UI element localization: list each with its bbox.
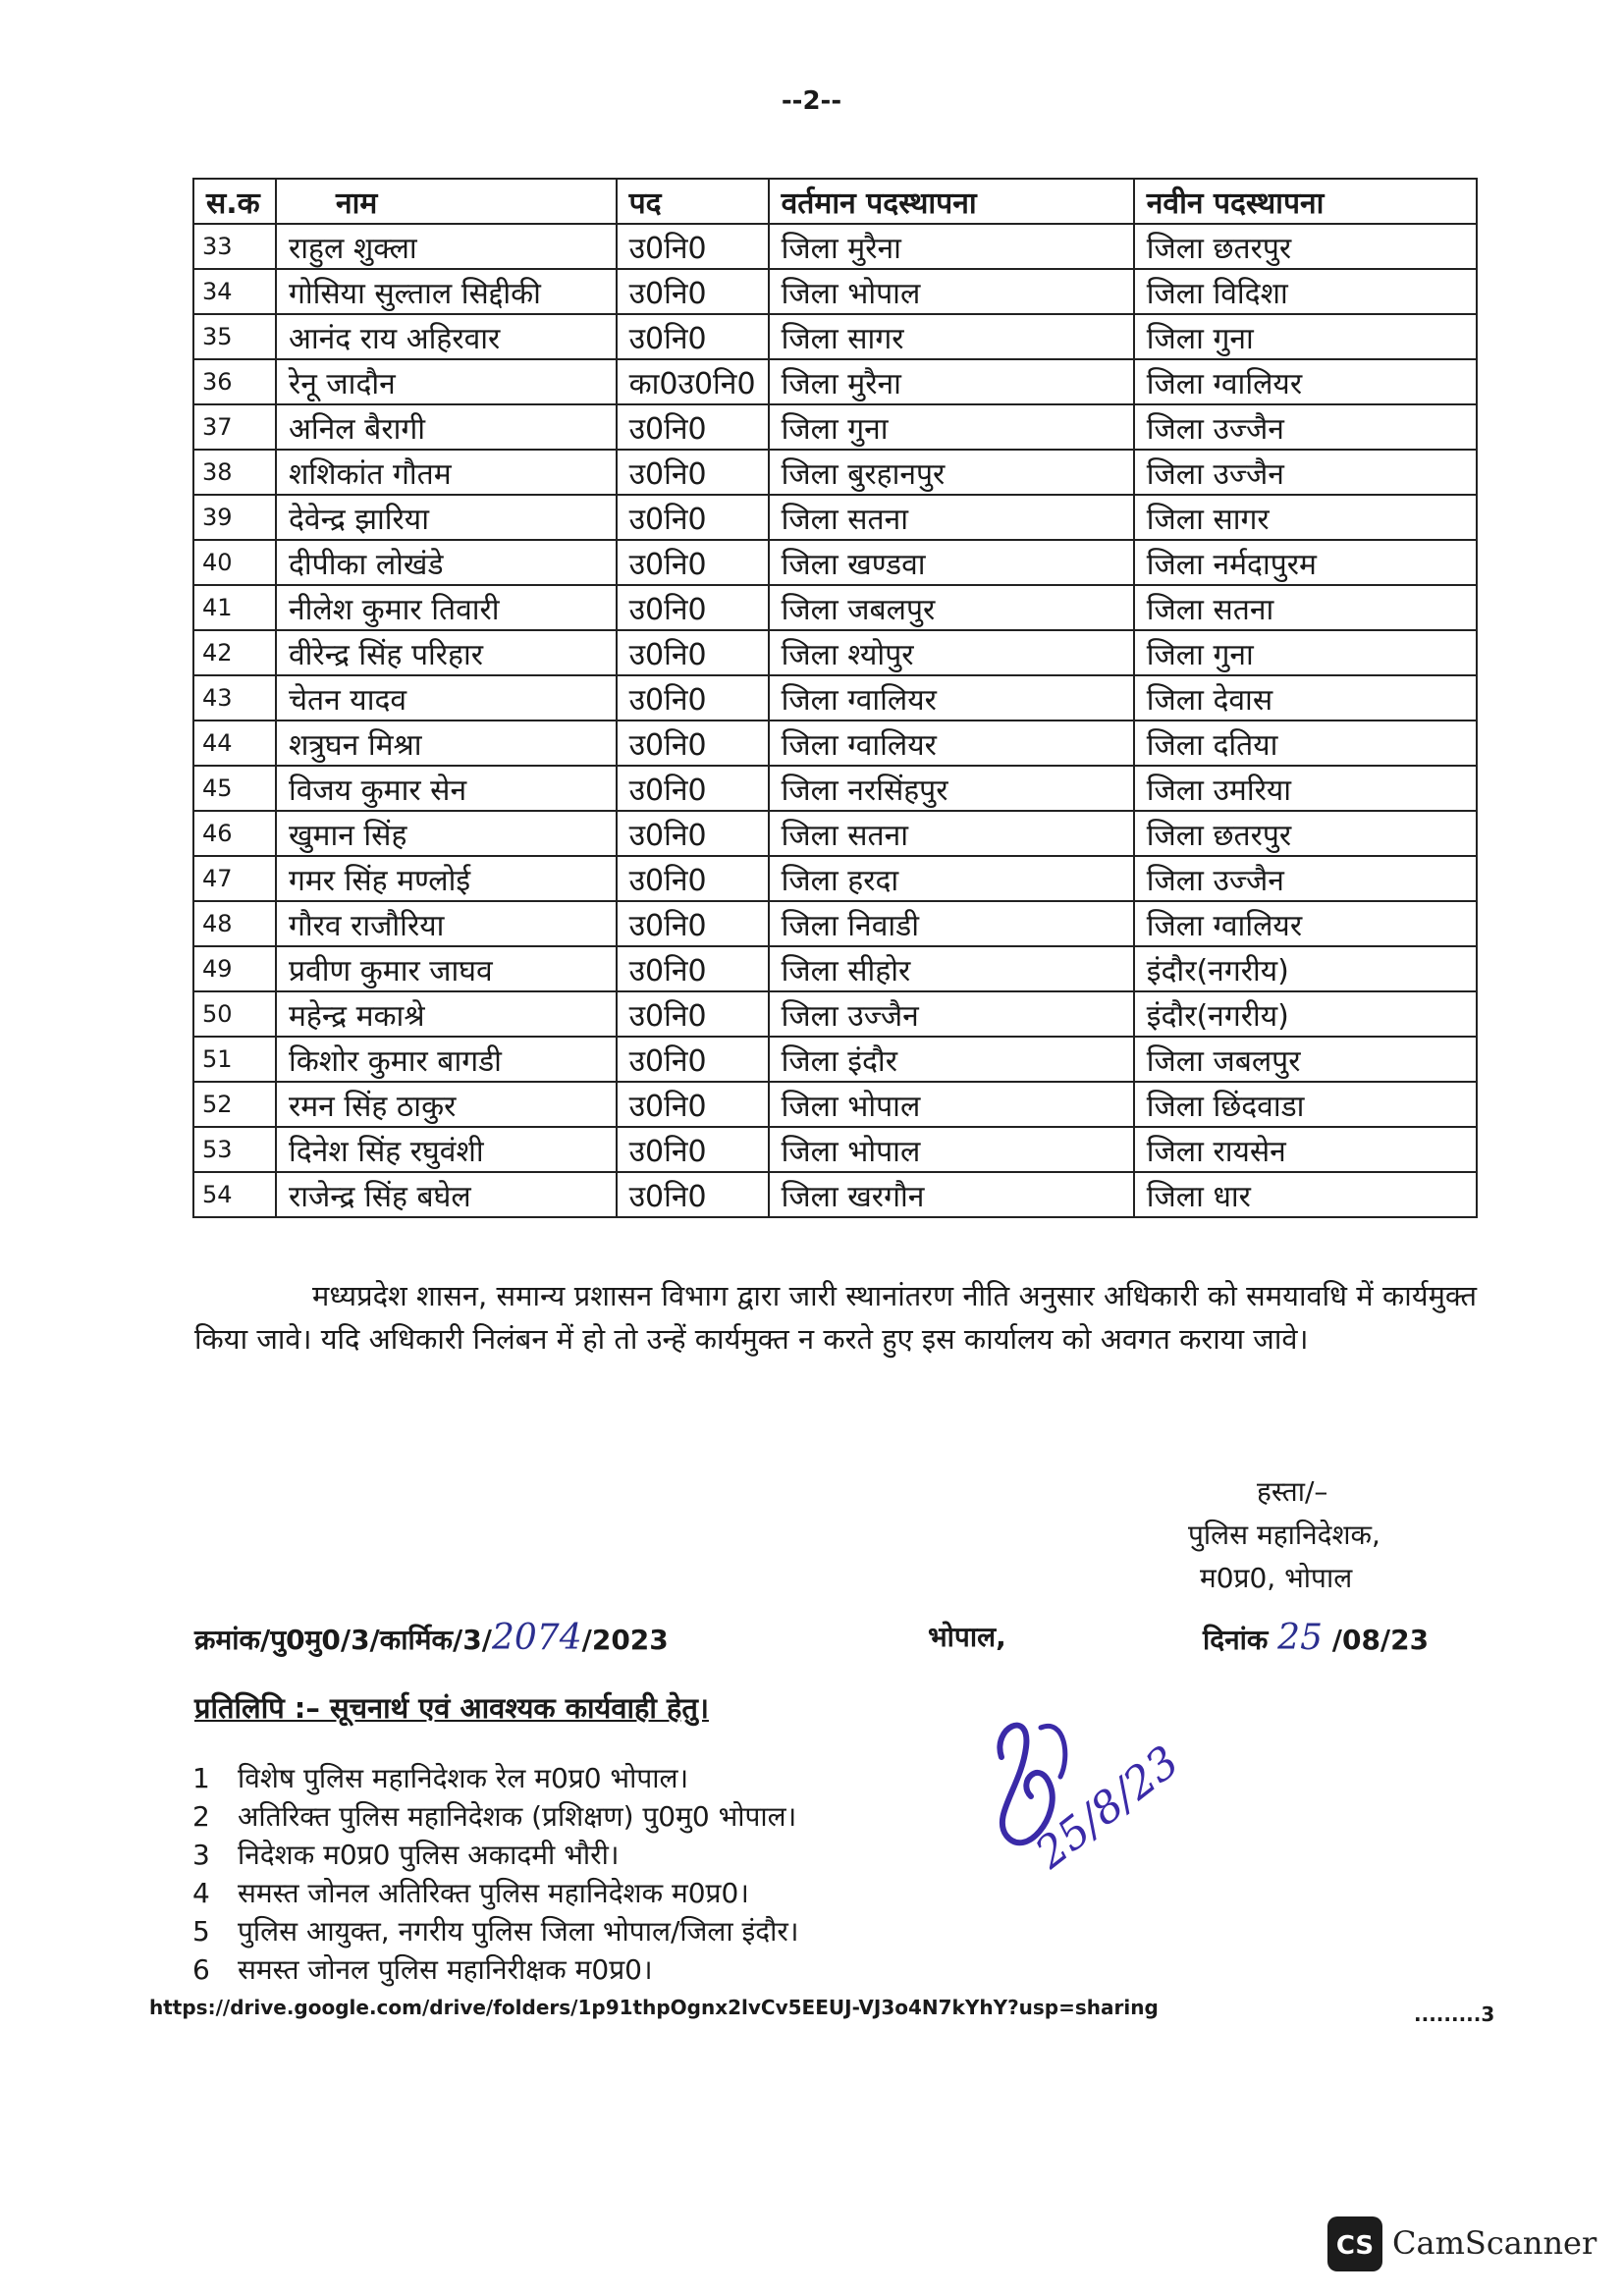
table-row	[193, 1172, 1477, 1217]
cell-post: उ0नि0	[617, 901, 769, 946]
reference-prefix: क्रमांक/पु0मु0/3/कार्मिक/3/	[194, 1624, 492, 1656]
cell-name: गौरव राजौरिया	[276, 901, 617, 946]
cell-post: उ0नि0	[617, 495, 769, 540]
cell-serial: 33	[193, 224, 276, 269]
cell-new-posting: जिला छतरपुर	[1134, 224, 1477, 269]
cell-current-posting: जिला निवाडी	[769, 901, 1134, 946]
table-row	[193, 450, 1477, 495]
date-day-handwritten: 25	[1277, 1618, 1323, 1658]
reference-city: भोपाल,	[928, 1621, 1006, 1653]
cell-post: उ0नि0	[617, 1172, 769, 1217]
cell-current-posting: जिला सागर	[769, 314, 1134, 359]
cell-post: उ0नि0	[617, 675, 769, 721]
cell-new-posting: जिला गुना	[1134, 314, 1477, 359]
cell-current-posting: जिला जबलपुर	[769, 585, 1134, 630]
cell-name: गोसिया सुल्ताल सिद्दीकी	[276, 269, 617, 314]
page-marker: --2--	[781, 86, 842, 116]
cell-post: उ0नि0	[617, 1082, 769, 1127]
cell-current-posting: जिला सतना	[769, 495, 1134, 540]
cell-serial: 46	[193, 811, 276, 856]
cell-current-posting: जिला मुरैना	[769, 359, 1134, 404]
cell-serial: 38	[193, 450, 276, 495]
cell-serial: 39	[193, 495, 276, 540]
camscanner-brand: CamScanner	[1392, 2224, 1597, 2262]
cell-serial: 51	[193, 1037, 276, 1082]
cell-new-posting: जिला छिंदवाडा	[1134, 1082, 1477, 1127]
cell-new-posting: जिला ग्वालियर	[1134, 359, 1477, 404]
cell-post: उ0नि0	[617, 404, 769, 450]
cell-serial: 36	[193, 359, 276, 404]
cell-serial: 34	[193, 269, 276, 314]
cell-new-posting: जिला ग्वालियर	[1134, 901, 1477, 946]
cell-current-posting: जिला श्योपुर	[769, 630, 1134, 675]
camscanner-logo-icon	[1325, 2215, 1384, 2273]
cell-current-posting: जिला ग्वालियर	[769, 721, 1134, 766]
cell-current-posting: जिला इंदौर	[769, 1037, 1134, 1082]
cell-new-posting: जिला उज्जैन	[1134, 404, 1477, 450]
cell-serial: 49	[193, 946, 276, 991]
cell-post: उ0नि0	[617, 540, 769, 585]
cell-serial: 50	[193, 991, 276, 1037]
cell-serial: 43	[193, 675, 276, 721]
table-row	[193, 856, 1477, 901]
table-row	[193, 585, 1477, 630]
cell-current-posting: जिला उज्जैन	[769, 991, 1134, 1037]
cell-current-posting: जिला सीहोर	[769, 946, 1134, 991]
signature-designation: पुलिस महानिदेशक,	[1188, 1519, 1380, 1551]
cell-serial: 54	[193, 1172, 276, 1217]
cell-name: दिनेश सिंह रघुवंशी	[276, 1127, 617, 1172]
copy-item-number: 4	[192, 1877, 210, 1909]
cell-new-posting: जिला जबलपुर	[1134, 1037, 1477, 1082]
cell-new-posting: जिला नर्मदापुरम	[1134, 540, 1477, 585]
cell-serial: 35	[193, 314, 276, 359]
table-row	[193, 630, 1477, 675]
cell-name: प्रवीण कुमार जाघव	[276, 946, 617, 991]
table-row	[193, 946, 1477, 991]
cell-current-posting: जिला बुरहानपुर	[769, 450, 1134, 495]
cell-name: गमर सिंह मण्लोई	[276, 856, 617, 901]
cell-post: का0उ0नि0	[617, 359, 769, 404]
cell-new-posting: जिला दतिया	[1134, 721, 1477, 766]
table-row	[193, 1082, 1477, 1127]
cell-new-posting: जिला धार	[1134, 1172, 1477, 1217]
handwritten-initials-stamp	[972, 1688, 1227, 1895]
cell-serial: 41	[193, 585, 276, 630]
transfer-table	[192, 178, 1478, 1218]
cell-current-posting: जिला भोपाल	[769, 269, 1134, 314]
cell-name: शशिकांत गौतम	[276, 450, 617, 495]
table-row	[193, 404, 1477, 450]
cell-name: दीपीका लोखंडे	[276, 540, 617, 585]
cell-post: उ0नि0	[617, 1127, 769, 1172]
cell-current-posting: जिला नरसिंहपुर	[769, 766, 1134, 811]
cell-current-posting: जिला गुना	[769, 404, 1134, 450]
date-label: दिनांक	[1203, 1624, 1269, 1656]
cell-name: शत्रुघन मिश्रा	[276, 721, 617, 766]
copy-item-text: समस्त जोनल पुलिस महानिरीक्षक म0प्र0।	[238, 1953, 653, 1986]
table-header-row	[193, 179, 1477, 224]
cell-new-posting: इंदौर(नगरीय)	[1134, 991, 1477, 1037]
next-page-marker: .........3	[1414, 2002, 1495, 2026]
table-row	[193, 1037, 1477, 1082]
table-row	[193, 314, 1477, 359]
header-current-posting: वर्तमान पदस्थापना	[769, 179, 1134, 224]
header-new-posting: नवीन पदस्थापना	[1134, 179, 1477, 224]
copy-item-text: अतिरिक्त पुलिस महानिदेशक (प्रशिक्षण) पु0मु0 भोपाल।	[238, 1800, 797, 1833]
cell-post: उ0नि0	[617, 630, 769, 675]
cell-current-posting: जिला ग्वालियर	[769, 675, 1134, 721]
copy-item	[192, 1874, 798, 1912]
cell-name: देवेन्द्र झारिया	[276, 495, 617, 540]
cell-post: उ0नि0	[617, 1037, 769, 1082]
reference-date	[1203, 1618, 1429, 1658]
cell-current-posting: जिला हरदा	[769, 856, 1134, 901]
reference-handwritten-number: 2074	[491, 1618, 582, 1658]
table-row	[193, 359, 1477, 404]
cell-name: किशोर कुमार बागडी	[276, 1037, 617, 1082]
copy-item	[192, 1797, 798, 1836]
signature-signed: हस्ता/–	[1257, 1475, 1328, 1508]
copy-item	[192, 1836, 798, 1874]
cell-post: उ0नि0	[617, 721, 769, 766]
cell-current-posting: जिला सतना	[769, 811, 1134, 856]
cell-post: उ0नि0	[617, 585, 769, 630]
cell-current-posting: जिला भोपाल	[769, 1127, 1134, 1172]
date-rest: /08/23	[1331, 1624, 1430, 1656]
cell-post: उ0नि0	[617, 946, 769, 991]
cell-new-posting: जिला देवास	[1134, 675, 1477, 721]
table-row	[193, 540, 1477, 585]
header-name: नाम	[276, 179, 617, 224]
cell-serial: 47	[193, 856, 276, 901]
copy-item-number: 6	[192, 1953, 210, 1986]
cell-name: अनिल बैरागी	[276, 404, 617, 450]
cell-new-posting: जिला सतना	[1134, 585, 1477, 630]
table-row	[193, 224, 1477, 269]
cell-post: उ0नि0	[617, 224, 769, 269]
cell-serial: 37	[193, 404, 276, 450]
cell-name: महेन्द्र मकाश्रे	[276, 991, 617, 1037]
cell-name: वीरेन्द्र सिंह परिहार	[276, 630, 617, 675]
cell-post: उ0नि0	[617, 991, 769, 1037]
instruction-paragraph: मध्यप्रदेश शासन, समान्य प्रशासन विभाग द्वारा जारी स्थानांतरण नीति अनुसार अधिकारी को समयावधि में कार्यमुक्त किया जावे। यदि अधिकारी निलंबन में हो तो उन्हें कार्यमुक्त न करते हुए इस कार्यालय को अवगत कराया जावे।	[194, 1279, 1477, 1356]
cell-current-posting: जिला मुरैना	[769, 224, 1134, 269]
table-row	[193, 991, 1477, 1037]
signature-office: म0प्र0, भोपाल	[1200, 1562, 1353, 1594]
cell-current-posting: जिला खण्डवा	[769, 540, 1134, 585]
copy-item-number: 2	[192, 1800, 210, 1833]
table-row	[193, 811, 1477, 856]
copy-item-number: 1	[192, 1762, 210, 1794]
cell-serial: 53	[193, 1127, 276, 1172]
cell-name: राजेन्द्र सिंह बघेल	[276, 1172, 617, 1217]
cell-new-posting: जिला उज्जैन	[1134, 856, 1477, 901]
table-row	[193, 766, 1477, 811]
reference-year: /2023	[581, 1624, 669, 1656]
cell-name: रमन सिंह ठाकुर	[276, 1082, 617, 1127]
cell-new-posting: जिला उज्जैन	[1134, 450, 1477, 495]
cell-new-posting: जिला सागर	[1134, 495, 1477, 540]
copy-item	[192, 1759, 798, 1797]
cell-post: उ0नि0	[617, 450, 769, 495]
cell-new-posting: इंदौर(नगरीय)	[1134, 946, 1477, 991]
copy-item	[192, 1912, 798, 1950]
handwritten-date: 25/8/23	[1026, 1736, 1189, 1879]
table-row	[193, 901, 1477, 946]
cell-new-posting: जिला उमरिया	[1134, 766, 1477, 811]
cell-name: चेतन यादव	[276, 675, 617, 721]
cell-current-posting: जिला खरगौन	[769, 1172, 1134, 1217]
cell-name: नीलेश कुमार तिवारी	[276, 585, 617, 630]
header-serial: स.क	[193, 179, 276, 224]
cell-serial: 48	[193, 901, 276, 946]
drive-link[interactable]: https://drive.google.com/drive/folders/1p91thpOgnx2lvCv5EEUJ-VJ3o4N7kYhY?usp=sharing	[149, 1996, 1159, 2019]
reference-number	[194, 1618, 669, 1658]
copy-item-number: 5	[192, 1915, 210, 1948]
copy-item	[192, 1950, 798, 1989]
camscanner-logo-text: CS	[1335, 2231, 1375, 2261]
cell-name: विजय कुमार सेन	[276, 766, 617, 811]
table-row	[193, 721, 1477, 766]
cell-post: उ0नि0	[617, 269, 769, 314]
cell-name: खुमान सिंह	[276, 811, 617, 856]
cell-name: आनंद राय अहिरवार	[276, 314, 617, 359]
table-row	[193, 675, 1477, 721]
initial-stroke-2	[1041, 1726, 1065, 1777]
cell-new-posting: जिला गुना	[1134, 630, 1477, 675]
cell-new-posting: जिला रायसेन	[1134, 1127, 1477, 1172]
cell-serial: 45	[193, 766, 276, 811]
copy-item-number: 3	[192, 1839, 210, 1871]
cell-current-posting: जिला भोपाल	[769, 1082, 1134, 1127]
copy-list	[192, 1759, 798, 1989]
cell-serial: 52	[193, 1082, 276, 1127]
header-post: पद	[617, 179, 769, 224]
cell-post: उ0नि0	[617, 856, 769, 901]
copy-heading: प्रतिलिपि :– सूचनार्थ एवं आवश्यक कार्यवाही हेतु।	[194, 1691, 709, 1725]
table-row	[193, 1127, 1477, 1172]
cell-post: उ0नि0	[617, 314, 769, 359]
cell-serial: 44	[193, 721, 276, 766]
cell-name: राहुल शुक्ला	[276, 224, 617, 269]
cell-new-posting: जिला छतरपुर	[1134, 811, 1477, 856]
signature-block	[1188, 1470, 1380, 1600]
cell-serial: 42	[193, 630, 276, 675]
copy-item-text: निदेशक म0प्र0 पुलिस अकादमी भौरी।	[238, 1839, 620, 1871]
cell-serial: 40	[193, 540, 276, 585]
copy-item-text: पुलिस आयुक्त, नगरीय पुलिस जिला भोपाल/जिला इंदौर।	[238, 1915, 799, 1948]
cell-post: उ0नि0	[617, 811, 769, 856]
table-row	[193, 269, 1477, 314]
copy-item-text: विशेष पुलिस महानिदेशक रेल म0प्र0 भोपाल।	[238, 1762, 689, 1794]
copy-item-text: समस्त जोनल अतिरिक्त पुलिस महानिदेशक म0प्र0।	[238, 1877, 749, 1909]
cell-name: रेनू जादौन	[276, 359, 617, 404]
cell-post: उ0नि0	[617, 766, 769, 811]
table-row	[193, 495, 1477, 540]
cell-new-posting: जिला विदिशा	[1134, 269, 1477, 314]
